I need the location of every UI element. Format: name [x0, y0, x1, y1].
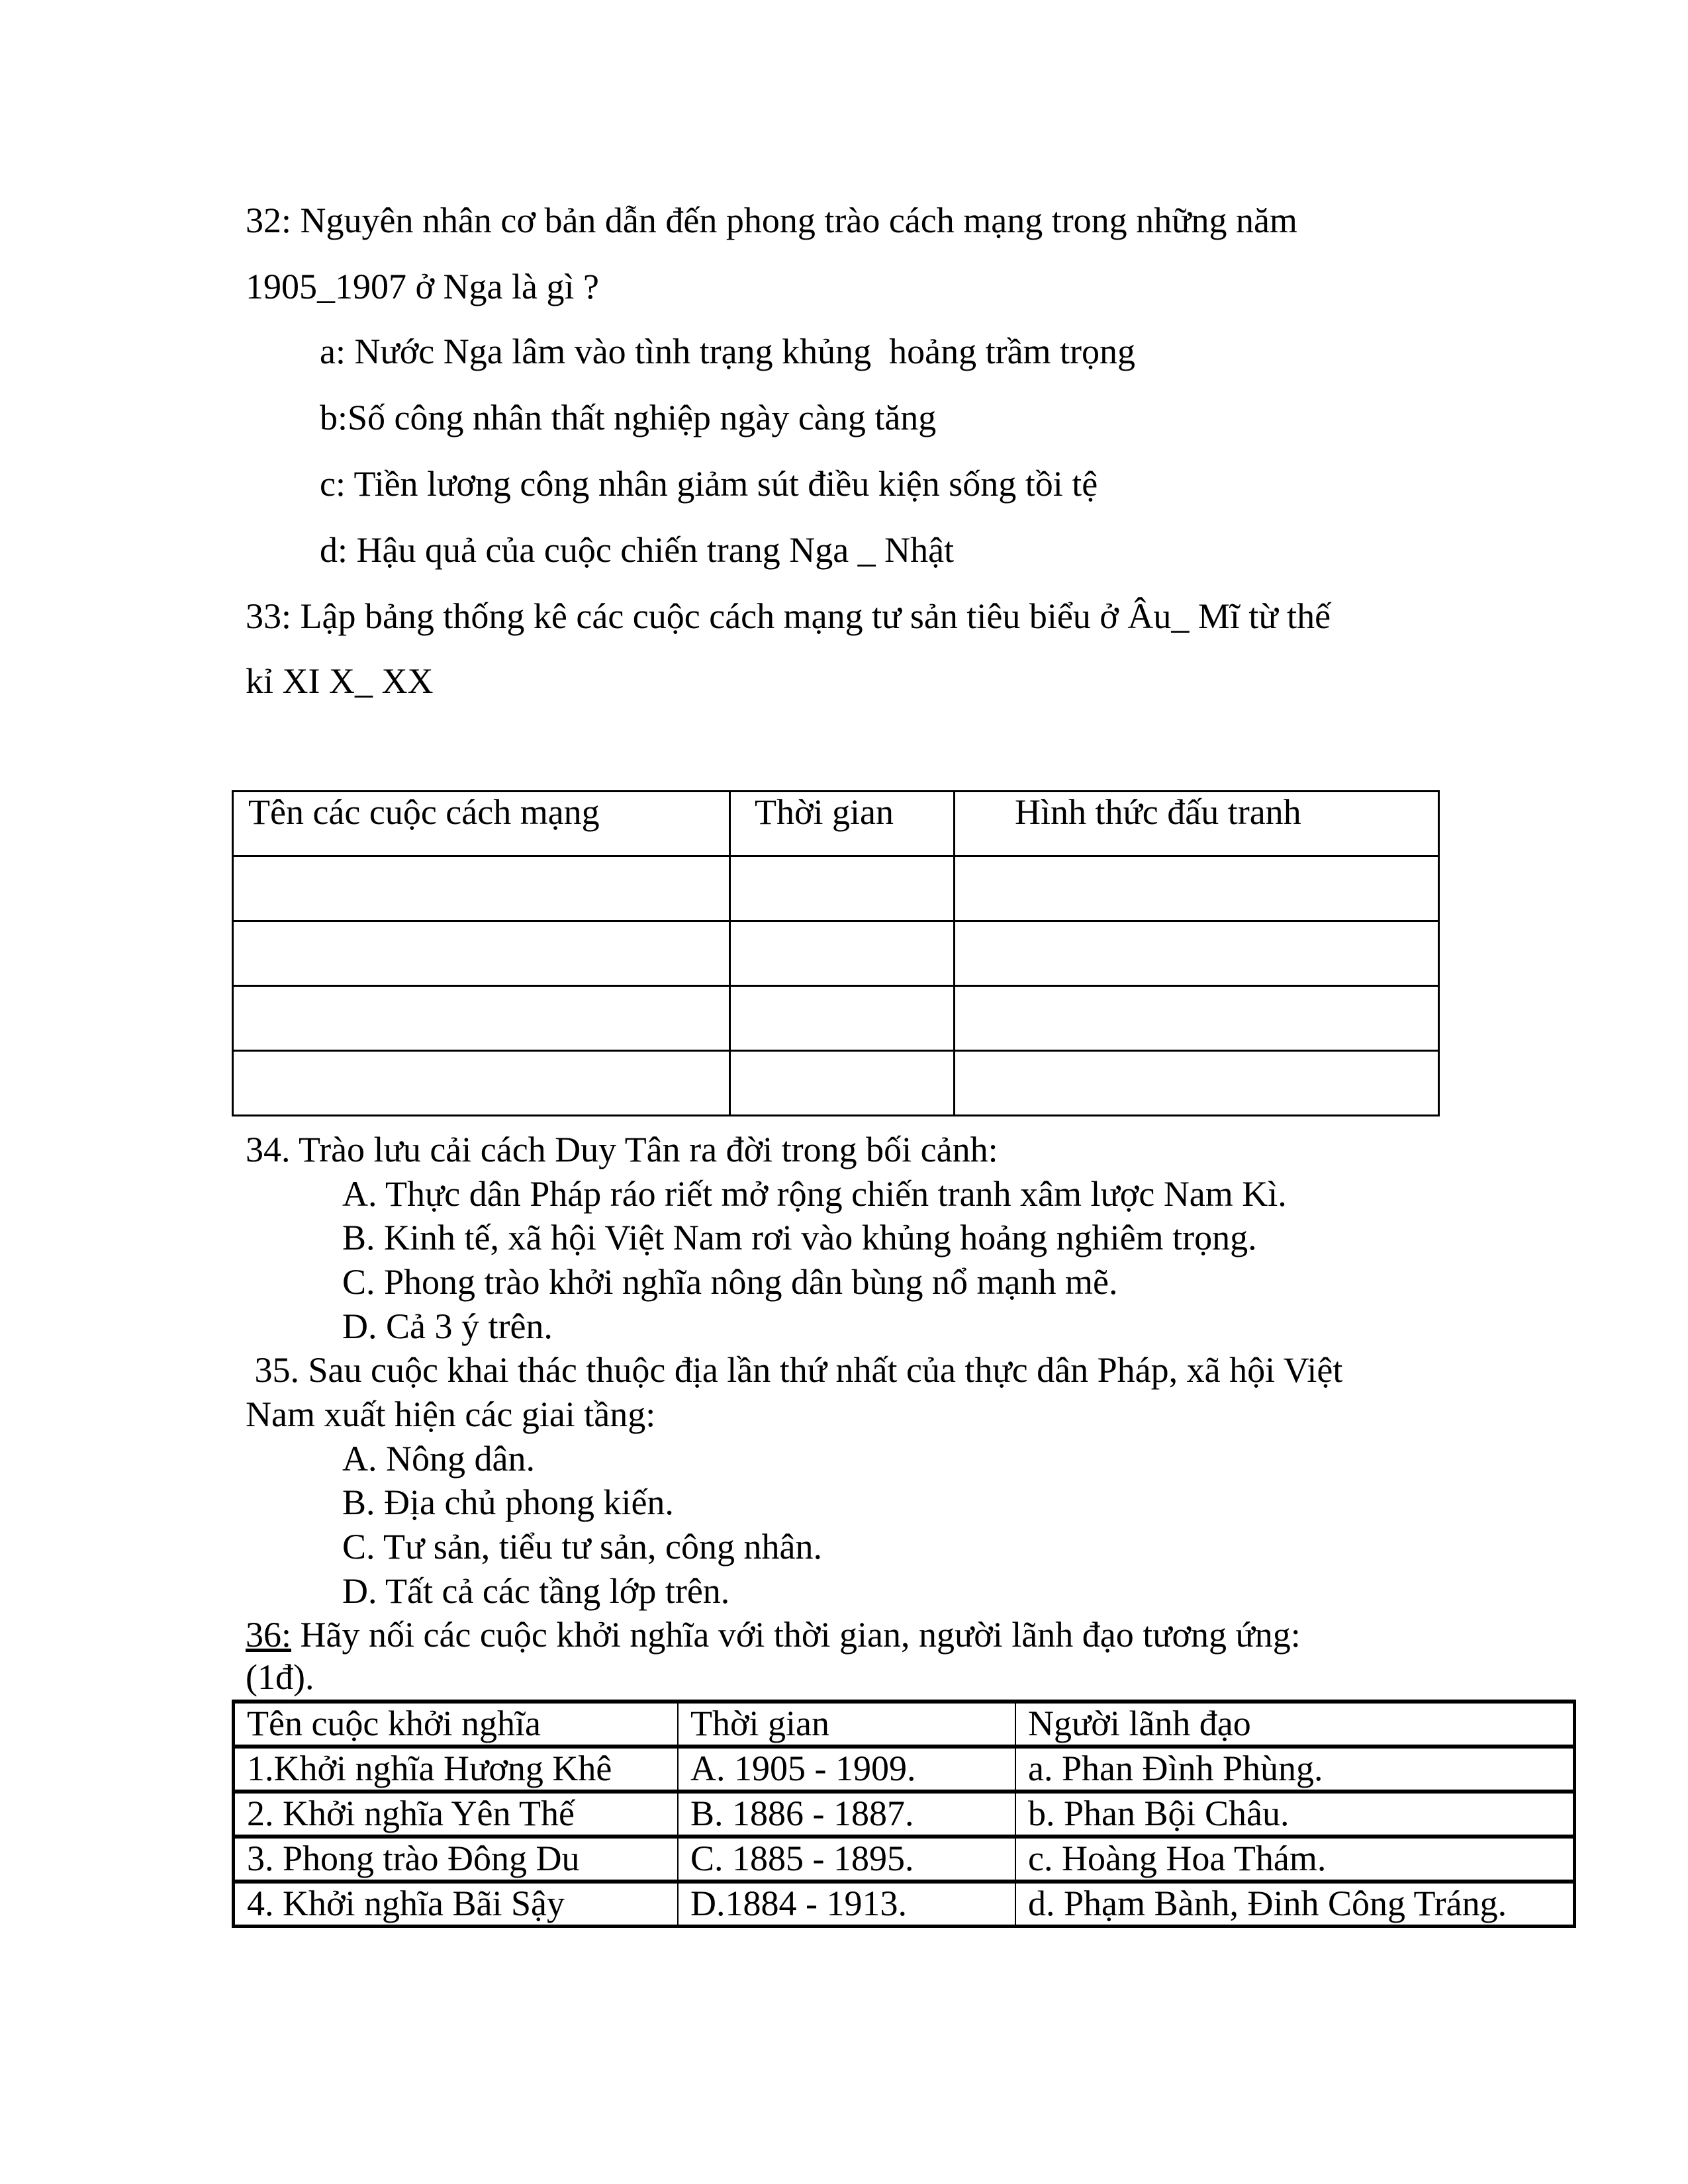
- uprising-time: B. 1886 - 1887.: [678, 1792, 1015, 1837]
- uprising-time: D.1884 - 1913.: [678, 1882, 1015, 1927]
- table-header-row: [234, 1702, 1575, 1747]
- q34-option-c: C. Phong trào khởi nghĩa nông dân bùng nổ mạnh mẽ.: [342, 1262, 1118, 1302]
- q36-points: (1đ).: [246, 1657, 314, 1697]
- q33-line1: 33: Lập bảng thống kê các cuộc cách mạng tư sản tiêu biểu ở Âu_ Mĩ từ thế: [246, 596, 1331, 636]
- q33-line2: kỉ XI X_ XX: [246, 661, 434, 701]
- table-header-row: [233, 792, 1439, 856]
- empty-cell[interactable]: [730, 1051, 955, 1116]
- header-cell: Tên cuộc khởi nghĩa: [234, 1702, 679, 1747]
- q35-option-d: D. Tất cả các tầng lớp trên.: [342, 1571, 730, 1611]
- q34-option-b: B. Kinh tế, xã hội Việt Nam rơi vào khủng hoảng nghiêm trọng.: [342, 1218, 1257, 1257]
- empty-cell[interactable]: [955, 856, 1439, 921]
- uprising-name: 3. Phong trào Đông Du: [234, 1837, 679, 1882]
- uprising-name: 2. Khởi nghĩa Yên Thế: [234, 1792, 679, 1837]
- empty-cell[interactable]: [233, 986, 730, 1051]
- q32-option-d: d: Hậu quả của cuộc chiến trang Nga _ Nhật: [320, 530, 955, 570]
- q35-option-c: C. Tư sản, tiểu tư sản, công nhân.: [342, 1527, 822, 1567]
- empty-cell[interactable]: [730, 921, 955, 986]
- q36-text: Hãy nối các cuộc khởi nghĩa với thời gian, người lãnh đạo tương ứng:: [291, 1615, 1301, 1655]
- q34-question: 34. Trào lưu cải cách Duy Tân ra đời trong bối cảnh:: [246, 1130, 998, 1169]
- q36-question: [246, 1614, 1301, 1656]
- uprising-time: A. 1905 - 1909.: [678, 1747, 1015, 1792]
- q32-line2: 1905_1907 ở Nga là gì ?: [246, 267, 599, 306]
- q36-number: 36:: [246, 1615, 292, 1655]
- empty-cell[interactable]: [233, 1051, 730, 1116]
- uprising-leader: d. Phạm Bành, Đinh Công Tráng.: [1015, 1882, 1575, 1927]
- table-row: [234, 1792, 1575, 1837]
- empty-cell[interactable]: [233, 856, 730, 921]
- empty-cell[interactable]: [955, 1051, 1439, 1116]
- q34-option-d: D. Cả 3 ý trên.: [342, 1306, 553, 1346]
- uprising-leader: b. Phan Bội Châu.: [1015, 1792, 1575, 1837]
- empty-cell[interactable]: [955, 921, 1439, 986]
- header-cell: Hình thức đấu tranh: [955, 792, 1439, 856]
- revolution-table: [232, 790, 1440, 1116]
- uprising-name: 4. Khởi nghĩa Bãi Sậy: [234, 1882, 679, 1927]
- q35-line2: Nam xuất hiện các giai tầng:: [246, 1394, 656, 1434]
- table-row: [233, 856, 1439, 921]
- header-cell: Thời gian: [730, 792, 955, 856]
- header-cell: Tên các cuộc cách mạng: [233, 792, 730, 856]
- empty-cell[interactable]: [730, 856, 955, 921]
- uprising-leader: c. Hoàng Hoa Thám.: [1015, 1837, 1575, 1882]
- q32-option-c: c: Tiền lương công nhân giảm sút điều kiện sống tồi tệ: [320, 464, 1098, 504]
- table-row: [234, 1882, 1575, 1927]
- q32-option-b: b:Số công nhân thất nghiệp ngày càng tăng: [320, 398, 937, 437]
- q35-option-a: A. Nông dân.: [342, 1439, 535, 1479]
- empty-cell[interactable]: [955, 986, 1439, 1051]
- table-row: [234, 1747, 1575, 1792]
- empty-cell[interactable]: [233, 921, 730, 986]
- q34-option-a: A. Thực dân Pháp ráo riết mở rộng chiến tranh xâm lược Nam Kì.: [342, 1174, 1287, 1214]
- table-row: [233, 986, 1439, 1051]
- uprising-matching-table: [232, 1700, 1576, 1928]
- header-cell: Người lãnh đạo: [1015, 1702, 1575, 1747]
- uprising-time: C. 1885 - 1895.: [678, 1837, 1015, 1882]
- uprising-leader: a. Phan Đình Phùng.: [1015, 1747, 1575, 1792]
- q32-line1: 32: Nguyên nhân cơ bản dẫn đến phong trào cách mạng trong những năm: [246, 201, 1297, 240]
- header-cell: Thời gian: [678, 1702, 1015, 1747]
- table-row: [233, 1051, 1439, 1116]
- table-row: [234, 1837, 1575, 1882]
- empty-cell[interactable]: [730, 986, 955, 1051]
- q35-option-b: B. Địa chủ phong kiến.: [342, 1482, 674, 1522]
- table-row: [233, 921, 1439, 986]
- q35-line1: 35. Sau cuộc khai thác thuộc địa lần thứ nhất của thực dân Pháp, xã hội Việt: [246, 1350, 1343, 1390]
- uprising-name: 1.Khởi nghĩa Hương Khê: [234, 1747, 679, 1792]
- q32-option-a: a: Nước Nga lâm vào tình trạng khủng hoảng trầm trọng: [320, 332, 1136, 371]
